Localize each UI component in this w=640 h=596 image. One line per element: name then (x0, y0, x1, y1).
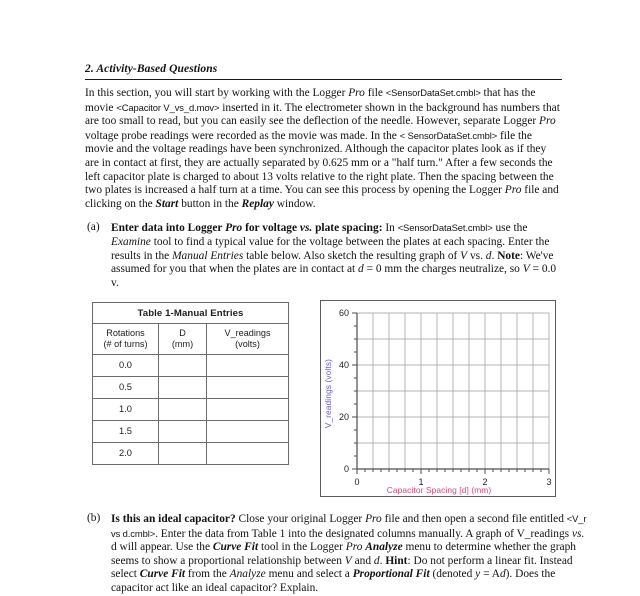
item-b-hint-word: Hint (385, 554, 408, 567)
item-b-analyze-1: Analyze (365, 541, 403, 554)
graph-y-axis-label: V_readings (volts) (323, 359, 333, 429)
item-b-text-1: Close your original Logger (235, 513, 366, 525)
item-a-title-vs: vs. (299, 222, 313, 235)
intro-start-word: Start (155, 197, 179, 210)
item-a-text-8: = 0 mm the charges neutralize, so (363, 263, 523, 276)
graph-x-axis-label: Capacitor Spacing [d] (mm) (386, 485, 492, 495)
item-b-text-7: menu to determine whether the graph seems to show a proportional relationship between (111, 541, 576, 567)
y-tick-label: 40 (338, 360, 349, 370)
table-body (93, 355, 289, 465)
item-a-manual-entries-word: Manual Entries (172, 249, 244, 262)
item-a-text-9: = 0.0 v. (111, 263, 557, 289)
intro-text-8: button in the (178, 197, 242, 210)
intro-pro-2: Pro (539, 115, 556, 128)
column-header-v-readings (207, 324, 289, 355)
item-b-y-symbol: y (475, 568, 481, 581)
item-a-note-word: Note (497, 249, 520, 262)
item-b-text-2: file and then open a second file entitled (381, 513, 567, 525)
intro-filename-2: <Capacitor V_vs_d.mov> (116, 101, 220, 113)
x-tick-label: 2 (482, 477, 488, 487)
item-a-text-3: tool to find a typical value for the voltage between the plates at each spacing. Enter the results in the (111, 235, 550, 262)
x-tick-label: 3 (546, 477, 552, 487)
graph-inner (321, 301, 555, 496)
item-a-title-3: plate spacing: (312, 222, 383, 235)
cell-d-entry[interactable] (159, 399, 207, 421)
item-b-text-10: : Do not perform a linear fit. Instead select (111, 554, 573, 581)
cell-d-entry[interactable] (159, 355, 207, 377)
column-header-v-readings-line2: (volts) (235, 339, 260, 349)
cell-d-entry[interactable] (159, 443, 207, 465)
heading-divider (85, 79, 562, 80)
intro-filename-3: < SensorDataSet.cmbl> (399, 129, 498, 141)
cell-v-entry[interactable] (207, 377, 289, 399)
intro-paragraph (85, 86, 562, 211)
table-title-row (93, 303, 289, 324)
cell-v-entry[interactable] (207, 443, 289, 465)
table-row (93, 443, 289, 465)
column-header-rotations-line2: (# of turns) (103, 339, 148, 349)
item-b-text-8: and (351, 554, 374, 567)
y-tick-label: 60 (338, 308, 349, 318)
item-b-text-9: . (379, 554, 386, 567)
cell-rotations: 2.0 (93, 443, 159, 465)
item-a-marker: (a) (87, 221, 100, 234)
item-a-v-symbol-2: V (522, 263, 530, 276)
item-b-text-15: ). Does the capacitor act like an ideal capacitor? Explain. (111, 568, 556, 594)
item-b-title: Is this an ideal capacitor? (111, 513, 236, 525)
cell-v-entry[interactable] (207, 355, 289, 377)
cell-v-entry[interactable] (207, 399, 289, 421)
item-a-v-symbol-1: V (460, 249, 468, 262)
cell-v-entry[interactable] (207, 421, 289, 443)
manual-entries-table-wrapper (92, 302, 288, 465)
item-a-d-symbol-2: d (358, 263, 364, 276)
item-b-marker: (b) (87, 512, 101, 524)
item-b-text-14: = A (480, 568, 500, 581)
item-a-text-7: : We've assumed for you that when the plates are in contact at (111, 249, 554, 276)
column-header-d-line2: (mm) (171, 339, 194, 349)
intro-text-3: that has the movie (85, 87, 536, 114)
intro-text-4: inserted in it. The electrometer shown in the background has numbers that are too small to read, but you can easily see the deflection of the needle. However, separate Logger (85, 101, 560, 128)
question-item-a (85, 221, 562, 290)
item-a-filename-1: <SensorDataSet.cmbl> (397, 222, 493, 234)
intro-text-9: window. (273, 197, 316, 210)
item-b-pro-2: Pro (345, 541, 363, 554)
table-row (93, 355, 289, 377)
item-b-pro-1: Pro (365, 513, 382, 525)
intro-replay-word: Replay (241, 197, 274, 210)
intro-text-6: file the movie and the voltage readings have been synchronized. Although the capacitor plates look as if they are in contact at first, they are actually separated by 0.625 mm or a "half turn." After a few seconds the left capacitor plate is charged to about 13 volts relative to the right plate. Then the spacing between the two plates is increased a half turn at a time. You can see this process by opening the Logger (85, 129, 554, 197)
item-b-curve-fit-2: Curve Fit (139, 568, 186, 581)
column-header-v-readings-line1: V_readings (224, 328, 271, 338)
item-b-curve-fit-1: Curve Fit (212, 541, 259, 554)
table-row (93, 377, 289, 399)
item-a-title-pro: Pro (225, 222, 243, 235)
cell-rotations: 1.5 (93, 421, 159, 443)
item-b-text-5: tool in the Logger (258, 541, 346, 554)
column-header-rotations (93, 324, 159, 355)
item-a-title-2: for voltage (242, 222, 300, 235)
manual-entries-table (92, 302, 289, 465)
item-a-text-1: In (382, 222, 398, 235)
intro-text-2: file (364, 87, 386, 99)
item-a-text-6: . (491, 249, 498, 262)
graph-plot-area (321, 301, 555, 496)
item-b-v-symbol-1: V (344, 554, 352, 567)
column-header-d (159, 324, 207, 355)
item-b-d-symbol-2: d (499, 568, 506, 581)
item-b-proportional-fit: Proportional Fit (352, 568, 430, 581)
document-content (85, 62, 562, 290)
item-b-filename-1: <V_r vs d.cmbl> (111, 513, 587, 539)
item-b-analyze-2: Analyze (229, 568, 266, 581)
cell-rotations: 0.0 (93, 355, 159, 377)
intro-text-5: voltage probe readings were recorded as the movie was made. In the (85, 129, 400, 142)
table-row (93, 399, 289, 421)
intro-text-1: In this section, you will start by working with the Logger (85, 87, 349, 99)
cell-rotations: 0.5 (93, 377, 159, 399)
cell-d-entry[interactable] (159, 421, 207, 443)
item-a-d-symbol-1: d (485, 249, 492, 262)
item-a-text-4: table below. Also sketch the resulting graph of (243, 249, 461, 262)
item-b-text-3: . Enter the data from Table 1 into the designated columns manually. A graph of V_readings (155, 527, 572, 540)
table-header-row (93, 324, 289, 355)
question-item-b (85, 512, 591, 596)
y-tick-label: 20 (338, 412, 349, 422)
item-b-text-13: (denoted (429, 568, 476, 581)
item-b-text-11: from the (185, 568, 230, 581)
table-title: Table 1-Manual Entries (93, 303, 289, 324)
item-b-text-12: menu and select a (265, 568, 353, 581)
x-tick-label: 1 (418, 477, 424, 487)
page-title: 2. Activity-Based Questions (85, 63, 218, 75)
table-row (93, 421, 289, 443)
graph-figure (320, 300, 556, 497)
item-b-vs-1: vs. (571, 527, 585, 540)
intro-filename-1: <SensorDataSet.cmbl> (385, 87, 481, 98)
intro-pro-1: Pro (348, 87, 365, 99)
x-tick-label: 0 (354, 477, 360, 487)
intro-pro-3: Pro (504, 184, 522, 197)
item-a-title-1: Enter data into Logger (111, 222, 226, 235)
y-tick-label: 0 (343, 464, 349, 474)
cell-d-entry[interactable] (159, 377, 207, 399)
intro-text-7: file and clicking on the (85, 184, 559, 210)
item-a-text-2: use the (492, 222, 528, 235)
item-a-examine-word: Examine (111, 235, 151, 248)
item-a-text-5: vs. (467, 249, 486, 262)
item-b-d-symbol-1: d (373, 554, 380, 567)
column-header-d-line1: D (179, 328, 186, 338)
column-header-rotations-line1: Rotations (106, 328, 145, 338)
cell-rotations: 1.0 (93, 399, 159, 421)
item-b-text-4: d will appear. Use the (111, 541, 213, 554)
figure-row (0, 298, 640, 503)
